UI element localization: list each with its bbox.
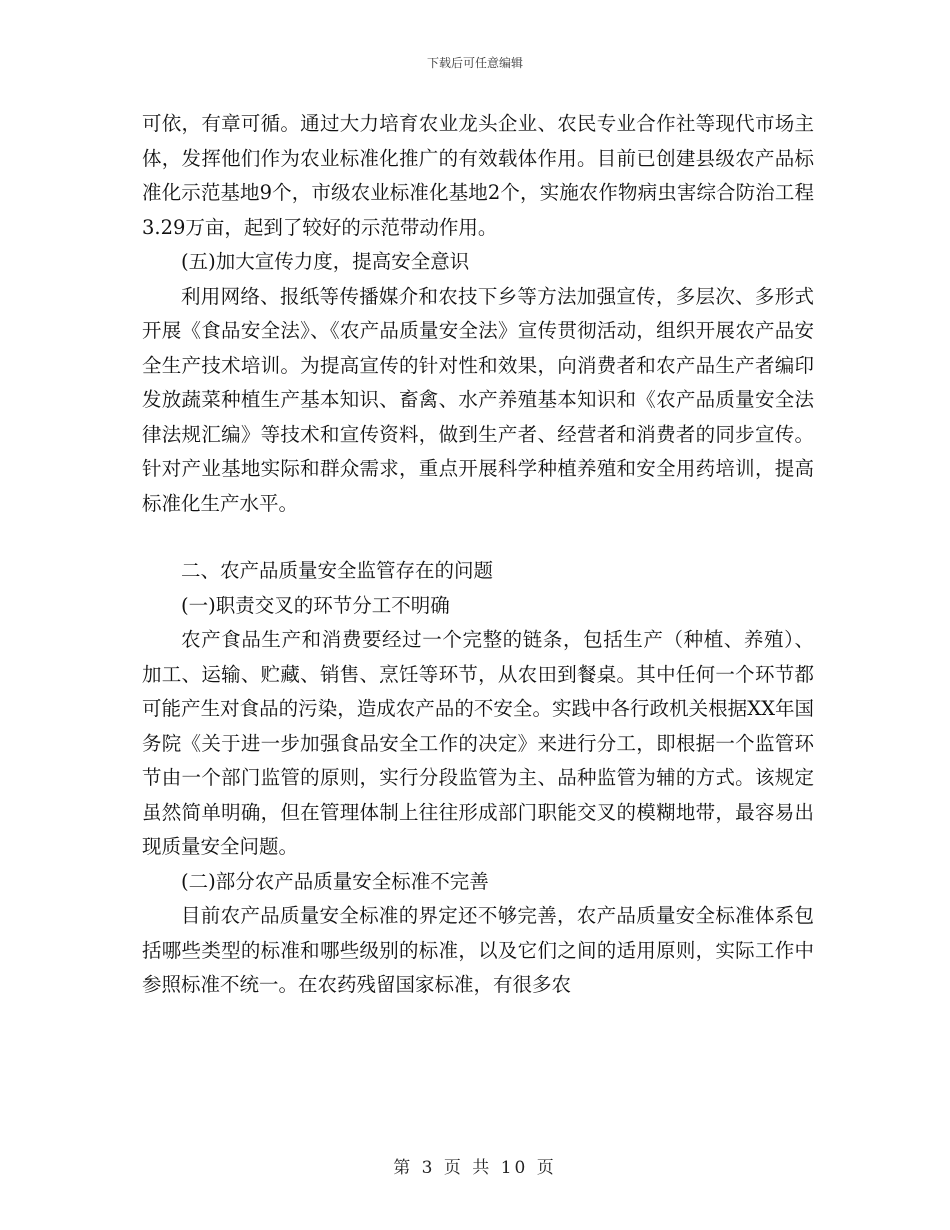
subheading-two: (二)部分农产品质量安全标准不完善 [181, 869, 489, 893]
subheading-one: (一)职责交叉的环节分工不明确 [181, 593, 450, 617]
paragraph-continued: 可依，有章可循。通过大力培育农业龙头企业、农民专业合作社等现代市场主体，发挥他们作为农业标准化推广的有效载体作用。目前已创建县级农产品标准化示范基地9个，市级农业标准化基地2个，实施农作物病虫害综合防治工程3.29万亩，起到了较好的示范带动作用。 [142, 112, 814, 239]
section-heading-two: 二、农产品质量安全监管存在的问题 [181, 559, 494, 582]
subheading-five: (五)加大宣传力度，提高安全意识 [181, 250, 470, 273]
page-number-footer: 第 3 页 共 10 页 [393, 1158, 557, 1178]
document-body [142, 107, 814, 1003]
page-header: 下载后可任意编辑 [426, 56, 523, 70]
paragraph-responsibility: 农产食品生产和消费要经过一个完整的链条，包括生产（种植、养殖）、加工、运输、贮藏、销售、烹饪等环节，从农田到餐桌。其中任何一个环节都可能产生对食品的污染，造成农产品的不安全。实践中各行政机关根据XX年国务院《关于进一步加强食品安全工作的决定》来进行分工，即根据一个监管环节由一个部门监管的原则，实行分段监管为主、品种监管为辅的方式。该规定虽然简单明确，但在管理体制上往往形成部门职能交叉的模糊地带，最容易出现质量安全问题。 [142, 628, 814, 858]
paragraph-gap [142, 521, 814, 554]
paragraph-publicity: 利用网络、报纸等传播媒介和农技下乡等方法加强宣传，多层次、多形式开展《食品安全法》、《农产品质量安全法》宣传贯彻活动，组织开展农产品安全生产技术培训。为提高宣传的针对性和效果，向消费者和农产品生产者编印发放蔬菜种植生产基本知识、畜禽、水产养殖基本知识和《农产品质量安全法律法规汇编》等技术和宣传资料，做到生产者、经营者和消费者的同步宣传。针对产业基地实际和群众需求，重点开展科学种植养殖和安全用药培训，提高标准化生产水平。 [142, 284, 814, 515]
paragraph-standards: 目前农产品质量安全标准的界定还不够完善，农产品质量安全标准体系包括哪些类型的标准和哪些级别的标准，以及它们之间的适用原则，实际工作中参照标准不统一。在农药残留国家标准，有很多农 [142, 904, 814, 996]
